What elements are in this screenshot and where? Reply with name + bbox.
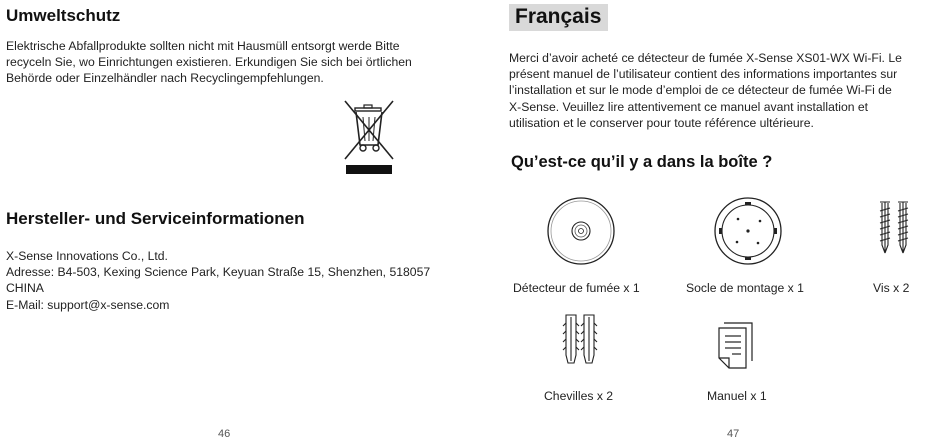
item-label-base: Socle de montage x 1	[686, 281, 804, 295]
intro-line: présent manuel de l’utilisateur contient des informations importantes sur	[509, 67, 898, 82]
mounting-base-icon	[713, 196, 783, 266]
environment-line: Elektrische Abfallprodukte sollten nicht mit Hausmüll entsorgt werde Bitte	[6, 39, 400, 53]
environment-heading: Umweltschutz	[6, 6, 121, 25]
weee-crossed-bin-icon	[343, 99, 395, 177]
environment-text	[6, 38, 412, 87]
box-contents-heading: Qu’est-ce qu’il y a dans la boîte ?	[511, 153, 773, 171]
manufacturer-line: X-Sense Innovations Co., Ltd.	[6, 249, 168, 263]
manufacturer-line: Adresse: B4-503, Kexing Science Park, Keyuan Straße 15, Shenzhen, 518057	[6, 265, 431, 280]
manufacturer-text	[6, 248, 430, 313]
manual-icon	[716, 321, 760, 371]
manufacturer-line: CHINA	[6, 281, 44, 296]
environment-line: recyceln Sie, wo Einrichtungen existieren. Erkundigen Sie sich bei örtlichen	[6, 55, 412, 70]
manufacturer-line: E-Mail: support@x-sense.com	[6, 297, 170, 312]
manufacturer-heading: Hersteller- und Serviceinformationen	[6, 209, 305, 228]
intro-text	[509, 50, 902, 131]
left-page	[0, 0, 470, 445]
page-number: 46	[218, 428, 231, 440]
item-label-screws: Vis x 2	[873, 281, 910, 295]
intro-line: utilisation et le conserver pour toute référence ultérieure.	[509, 115, 814, 130]
right-page	[480, 0, 950, 445]
item-label-detector: Détecteur de fumée x 1	[513, 281, 640, 295]
language-heading: Français	[509, 4, 608, 31]
item-label-anchors: Chevilles x 2	[544, 389, 614, 403]
smoke-detector-icon	[546, 196, 616, 266]
page-number: 47	[727, 428, 740, 440]
intro-line: l’installation et sur le mode d’emploi de ce détecteur de fumée Wi-Fi de	[509, 83, 892, 98]
wall-anchors-icon	[560, 313, 602, 367]
intro-line: X-Sense. Veuillez lire attentivement ce manuel avant installation et	[509, 99, 869, 114]
item-label-manual: Manuel x 1	[707, 389, 767, 403]
intro-line: Merci d’avoir acheté ce détecteur de fumée X-Sense XS01-WX Wi-Fi. Le	[509, 51, 902, 65]
environment-line: Behörde oder Einzelhändler nach Recyclingempfehlungen.	[6, 71, 324, 86]
screws-icon	[876, 199, 914, 255]
